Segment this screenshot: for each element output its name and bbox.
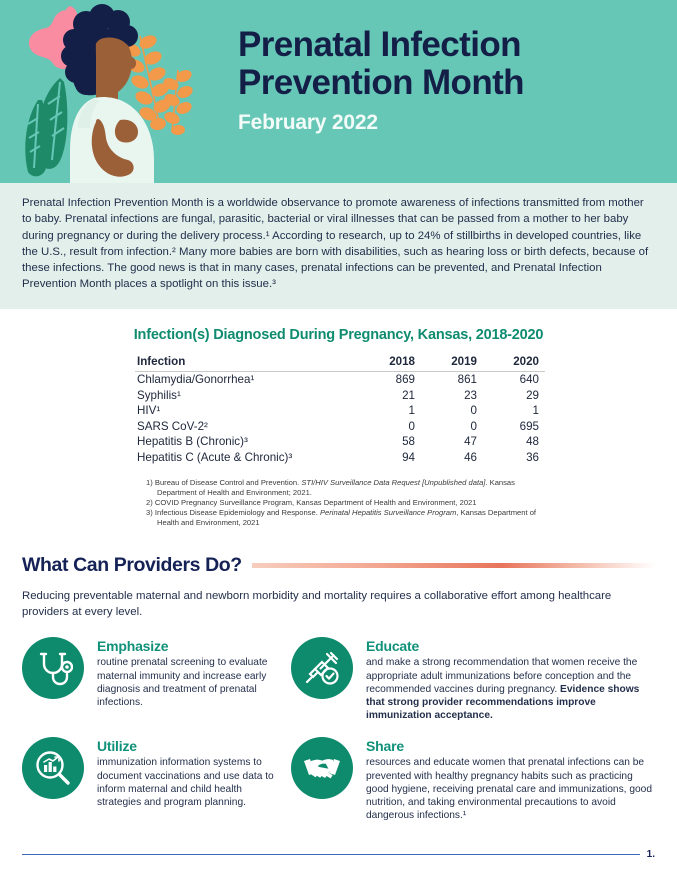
footnote-text-pre: Infectious Disease Epidemiology and Response. xyxy=(152,508,320,518)
table-row xyxy=(135,434,545,450)
cell-2018: 94 xyxy=(402,451,415,465)
column-header-2020: 2020 xyxy=(483,354,545,372)
footnote-number: 2) xyxy=(146,498,153,508)
footer-divider xyxy=(22,854,640,856)
cell-2019: 861 xyxy=(457,373,477,387)
statistics-section xyxy=(0,309,677,528)
cell-infection: Chlamydia/Gonorrhea¹ xyxy=(137,373,255,387)
card-text-normal: resources and educate women that prenatal infections can be prevented with healthy pregnancy habits such as practicing good hygiene, receiving prenatal care and immunizations, good nutrition, and taking environmental precautions to avoid dangerous infections.¹ xyxy=(366,757,652,822)
provider-card-utilize xyxy=(22,737,275,822)
header-subtitle: February 2022 xyxy=(238,111,378,134)
card-text-bold: Evidence shows that strong provider recommendations improve immunization acceptance. xyxy=(366,683,640,722)
provider-card-emphasize xyxy=(22,637,275,722)
gradient-divider xyxy=(252,563,655,568)
column-header-2019: 2019 xyxy=(421,354,483,372)
cell-2019: 0 xyxy=(470,419,477,433)
cell-infection: SARS CoV-2² xyxy=(137,419,208,433)
card-title-share: Share xyxy=(366,738,404,755)
footnote-text-pre: Bureau of Disease Control and Prevention. xyxy=(152,478,302,488)
intro-section xyxy=(0,183,677,309)
footnote-text-pre: COVID Pregnancy Surveillance Program, Kansas Department of Health and Environment, 2021 xyxy=(152,498,477,508)
footnote-text-post: , Kansas Department of Health and Environment, 2021 xyxy=(157,508,537,528)
cell-2018: 0 xyxy=(408,419,415,433)
page-header xyxy=(0,0,677,183)
table-row xyxy=(135,371,545,387)
footnote-1 xyxy=(146,478,546,497)
section-title: What Can Providers Do? xyxy=(22,554,242,577)
cell-2019: 47 xyxy=(464,435,477,449)
page-footer xyxy=(0,849,677,860)
cell-2019: 23 xyxy=(464,388,477,402)
card-text-utilize xyxy=(97,756,275,809)
column-header-2018: 2018 xyxy=(359,354,421,372)
page-number: 1. xyxy=(646,849,655,860)
cell-infection: HIV¹ xyxy=(137,404,161,418)
header-text-block xyxy=(238,26,658,135)
cell-2020: 1 xyxy=(532,404,539,418)
card-body xyxy=(97,737,275,809)
infections-table xyxy=(135,354,545,466)
cell-2020: 36 xyxy=(526,451,539,465)
provider-card-share xyxy=(291,737,655,822)
magnifier-chart-icon xyxy=(22,737,84,799)
cell-2018: 1 xyxy=(408,404,415,418)
column-header-infection: Infection xyxy=(135,354,359,372)
table-row xyxy=(135,419,545,435)
syringe-check-icon xyxy=(291,637,353,699)
table-header-row xyxy=(135,354,545,372)
card-text-normal: and make a strong recommendation that women receive the appropriate adult immunizations before conception and the recommended vaccines during pregnancy. xyxy=(366,657,638,695)
cell-2020: 29 xyxy=(526,388,539,402)
footnote-text-italic: Perinatal Hepatitis Surveillance Program xyxy=(319,508,457,518)
table-row xyxy=(135,450,545,466)
footnote-2 xyxy=(146,498,546,508)
providers-lead-paragraph: Reducing preventable maternal and newborn morbidity and mortality requires a collaborative effort among healthcare providers at every level. xyxy=(22,590,612,619)
cell-infection: Syphilis¹ xyxy=(137,388,181,402)
table-row xyxy=(135,387,545,403)
cell-2018: 21 xyxy=(402,388,415,402)
page-title-line2: Prevention Month xyxy=(238,63,524,102)
table-title: Infection(s) Diagnosed During Pregnancy, Kansas, 2018-2020 xyxy=(133,326,544,343)
footnote-3 xyxy=(146,508,546,527)
handshake-icon xyxy=(291,737,353,799)
cell-2020: 48 xyxy=(526,435,539,449)
card-title-educate: Educate xyxy=(366,638,420,655)
card-text-emphasize xyxy=(97,656,275,709)
cell-2018: 869 xyxy=(395,373,415,387)
table-footnotes xyxy=(146,478,546,528)
table-row xyxy=(135,403,545,419)
provider-card-educate xyxy=(291,637,655,722)
cell-infection: Hepatitis C (Acute & Chronic)³ xyxy=(137,451,293,465)
card-text-normal: routine prenatal screening to evaluate maternal immunity and increase early diagnosis and treatment of prenatal infections. xyxy=(97,657,268,708)
card-text-share xyxy=(366,756,655,822)
providers-section xyxy=(0,528,677,822)
page-title xyxy=(238,26,658,102)
card-text-educate xyxy=(366,656,655,722)
cell-2020: 695 xyxy=(519,419,539,433)
cell-2019: 0 xyxy=(470,404,477,418)
cell-2020: 640 xyxy=(519,373,539,387)
card-title-emphasize: Emphasize xyxy=(97,638,169,655)
card-title-utilize: Utilize xyxy=(97,738,137,755)
footnote-text-post: . Kansas Department of Health and Environment; 2021. xyxy=(157,478,515,498)
footnote-number: 3) xyxy=(146,508,153,518)
card-body xyxy=(366,637,655,722)
page-title-line1: Prenatal Infection xyxy=(238,25,521,64)
card-body xyxy=(97,637,275,709)
provider-cards-grid xyxy=(22,637,655,822)
cell-infection: Hepatitis B (Chronic)³ xyxy=(137,435,248,449)
cell-2018: 58 xyxy=(402,435,415,449)
table-body xyxy=(135,371,545,465)
card-text-normal: immunization information systems to document vaccinations and use data to inform maternal and child health strategies and program planning. xyxy=(97,757,274,808)
section-header xyxy=(22,554,655,577)
card-body xyxy=(366,737,655,822)
cell-2019: 46 xyxy=(464,451,477,465)
stethoscope-icon xyxy=(22,637,84,699)
pregnant-woman-illustration xyxy=(8,0,218,183)
footnote-text-italic: STI/HIV Surveillance Data Request [Unpublished data] xyxy=(301,478,486,488)
intro-paragraph: Prenatal Infection Prevention Month is a worldwide observance to promote awareness of infections transmitted from mother to baby. Prenatal infections are fungal, parasitic, bacterial or viral illnesses that can be passed from a mother to her baby during pregnancy or during the delivery process.¹ According to research, up to 24% of stillbirths in developed countries, like the U.S., result from infection.² Many more babies are born with disabilities, such as hearing loss or birth defects, because of these infections. The good news is that in many cases, prenatal infections can be prevented, and Prenatal Infection Prevention Month places a spotlight on this issue.³ xyxy=(22,197,649,291)
footnote-number: 1) xyxy=(146,478,153,488)
